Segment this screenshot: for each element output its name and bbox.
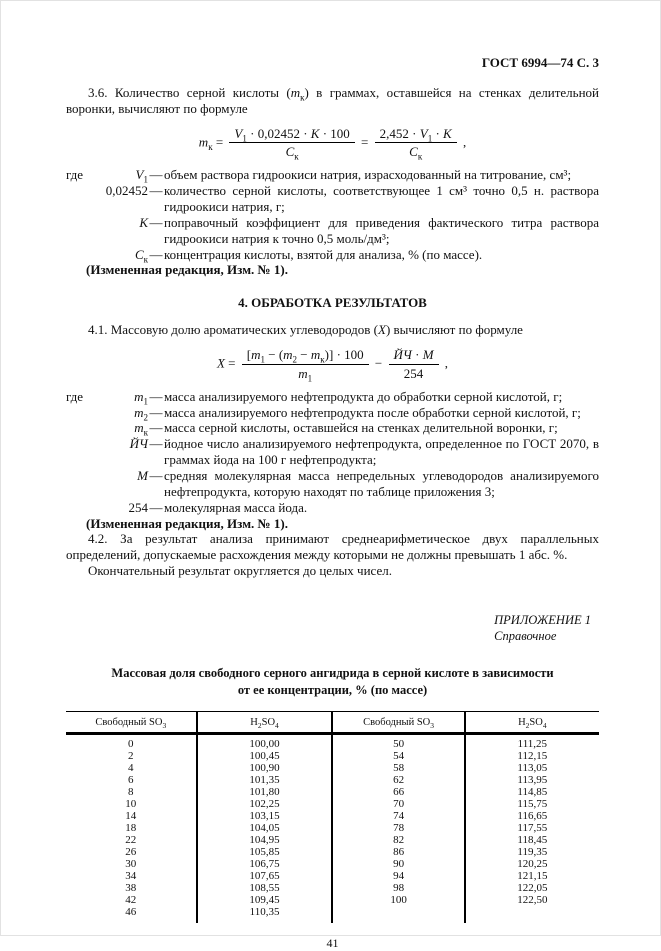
definition-lead	[66, 215, 92, 247]
table-cell: 100	[332, 894, 464, 906]
para-3-6: 3.6. Количество серной кислоты $(m_к)$ в граммах, оставшейся на стенках делительной воронки, вычисляют по формуле	[66, 84, 599, 116]
definition-term: $m_к$	[134, 420, 148, 439]
table-row	[66, 894, 599, 906]
table-cell: 105,85	[197, 846, 333, 858]
table-cell: 122,05	[517, 882, 548, 895]
table-title-line1: Массовая доля свободного серного ангидрида в серной кислоте в зависимости	[111, 666, 554, 681]
definition-row	[66, 247, 599, 263]
definition-term: $C_к$	[134, 246, 148, 265]
definition-dash: —	[149, 404, 163, 420]
table-cell: 86	[332, 846, 464, 858]
table-body	[66, 734, 599, 923]
table-cell: 2	[66, 750, 197, 762]
table-head	[66, 711, 599, 733]
table-cell: 14	[66, 810, 197, 822]
table-header-cell: Свободный $SO_3$	[66, 711, 197, 733]
definition-lead	[66, 468, 92, 500]
table-row	[66, 798, 599, 810]
definition-desc: молекулярная масса йода.	[164, 499, 308, 515]
table-cell: 100,90	[197, 762, 333, 774]
table-cell: 38	[66, 882, 197, 894]
definition-desc: масса анализируемого нефтепродукта до обработки серной кислотой, г;	[164, 388, 563, 404]
fraction: $\frac{[m_1 - (m_2 - m_к)] \cdot 100}{m_1}$	[242, 347, 369, 382]
table-cell: 6	[66, 774, 197, 786]
table-row	[66, 870, 599, 882]
definition-desc: масса анализируемого нефтепродукта после обработки серной кислотой, г;	[164, 404, 581, 420]
fraction: $\frac{2,452 \cdot V_1 \cdot K}{C_к}$	[375, 126, 457, 161]
table-cell: 106,75	[197, 858, 333, 870]
para-4-2: 4.2. За результат анализа принимают среднеарифметическое двух параллельных определений, допускаемые расхождения между которыми не должны превышать 1 абс. %.	[66, 531, 599, 563]
table-row	[66, 834, 599, 846]
table-header-cell: $H_2SO_4$	[197, 711, 333, 733]
definition-lead: где	[66, 388, 84, 404]
table-cell: 70	[332, 798, 464, 810]
definition-row	[66, 167, 599, 183]
definition-term: ЙЧ	[129, 436, 148, 452]
appendix-label: ПРИЛОЖЕНИЕ 1	[494, 613, 591, 628]
definition-row	[66, 420, 599, 439]
table-cell: 62	[332, 774, 464, 786]
table-cell: 115,75	[517, 798, 548, 811]
table-row	[66, 882, 599, 894]
table-cell: 103,15	[197, 810, 333, 822]
table-cell: 42	[66, 894, 197, 906]
definition-dash: —	[149, 388, 163, 404]
definition-term: $m_2$	[134, 404, 148, 423]
table-cell: 50	[332, 734, 464, 750]
section-4-heading: 4. ОБРАБОТКА РЕЗУЛЬТАТОВ	[238, 295, 427, 311]
definition-desc: масса серной кислоты, оставшейся на стенках делительной воронки, г;	[164, 420, 558, 436]
table-cell: 102,25	[197, 798, 333, 810]
table-cell: 113,05	[517, 762, 548, 775]
definition-row	[66, 468, 599, 500]
table-header-cell: $H_2SO_4$	[465, 711, 599, 733]
table-cell: 104,05	[197, 822, 333, 834]
table-cell: 74	[332, 810, 464, 822]
definition-row	[66, 500, 599, 516]
table-title	[66, 665, 599, 698]
definition-row	[66, 389, 599, 405]
definition-row	[66, 215, 599, 247]
table-cell: 78	[332, 822, 464, 834]
para-4-2-final: Окончательный результат округляется до целых чисел.	[88, 563, 392, 579]
table-cell: 90	[332, 858, 464, 870]
definition-term: 0,02452	[105, 183, 148, 199]
table-cell: 111,25	[517, 738, 548, 751]
table-cell: 101,35	[197, 774, 333, 786]
fraction: $\frac{ЙЧ \cdot M}{254}$	[389, 347, 439, 382]
definition-dash: —	[149, 468, 163, 484]
table-cell: 34	[66, 870, 197, 882]
appendix-subtitle: Справочное	[494, 628, 557, 643]
definition-dash: —	[149, 436, 163, 452]
table-row	[66, 810, 599, 822]
table-cell: 118,45	[517, 834, 548, 847]
table-cell: 22	[66, 834, 197, 846]
definition-lead	[66, 420, 92, 436]
definition-dash: —	[149, 420, 163, 436]
table-row	[66, 846, 599, 858]
appendix-block	[66, 613, 591, 644]
table-cell: 113,95	[517, 774, 548, 787]
table-row	[66, 750, 599, 762]
table-row	[66, 822, 599, 834]
table-title-line2: от ее концентрации, % (по массе)	[237, 682, 428, 697]
definition-desc: средняя молекулярная масса непредельных углеводородов анализируемого нефтепродукта, которую находят по таблице приложения 3;	[164, 468, 599, 499]
table-cell: 101,80	[197, 786, 333, 798]
table-cell: 110,35	[197, 906, 333, 923]
table-cell: 46	[66, 906, 197, 923]
formula-x: X = $\frac{[m_1 - (m_2 - m_к)] \cdot 100}{m_1}$ − $\frac{ЙЧ \cdot M}{254}$ ,	[216, 347, 449, 384]
def-list-formula1	[66, 167, 599, 278]
table-cell: 116,65	[517, 810, 548, 823]
table-cell: 10	[66, 798, 197, 810]
table-cell: 119,35	[517, 846, 548, 859]
definition-lead	[66, 500, 92, 516]
definition-dash: —	[149, 214, 163, 230]
definition-term: 254	[128, 499, 148, 515]
table-cell: 66	[332, 786, 464, 798]
definition-row	[66, 183, 599, 215]
definition-term: $V_1$	[135, 167, 148, 185]
definition-dash: —	[149, 183, 163, 199]
table-row	[66, 774, 599, 786]
table-header-row	[66, 711, 599, 733]
so3-concentration-table	[66, 711, 599, 923]
table-cell: 58	[332, 762, 464, 774]
amendment-note: (Измененная редакция, Изм. № 1).	[86, 262, 288, 278]
definition-dash: —	[149, 167, 163, 183]
table-cell: 100,00	[197, 734, 333, 750]
definition-term: $m_1$	[134, 388, 148, 407]
table-row	[66, 906, 599, 923]
definition-desc: поправочный коэффициент для приведения фактического титра раствора гидроокиси натрия к точно 0,5 моль/дм³;	[164, 214, 599, 246]
table-cell: 122,50	[517, 894, 548, 907]
definition-lead	[66, 183, 92, 215]
table-cell: 104,95	[197, 834, 333, 846]
definition-term: M	[137, 468, 148, 484]
table-cell: 109,45	[197, 894, 333, 906]
definition-desc: йодное число анализируемого нефтепродукта, определенное по ГОСТ 2070, в граммах йода на 100 г нефтепродукта;	[164, 436, 599, 468]
table-row	[66, 858, 599, 870]
table-cell	[465, 906, 599, 923]
table-cell: 114,85	[517, 786, 548, 799]
table-cell: 120,25	[517, 858, 548, 871]
definition-desc: объем раствора гидроокиси натрия, израсходованный на титрование, см³;	[164, 167, 572, 183]
definition-row	[66, 436, 599, 468]
definition-lead	[66, 405, 92, 421]
definition-dash: —	[149, 246, 163, 262]
amendment-note: (Измененная редакция, Изм. № 1).	[86, 515, 288, 531]
table-row	[66, 734, 599, 750]
page-number: 41	[326, 936, 339, 951]
formula-mk: $m_к$ = $\frac{V_1 \cdot 0,02452 \cdot K \cdot 100}{C_к}$ = $\frac{2,452 \cdot V_1 \cdot K}{C_к}$ ,	[198, 125, 467, 163]
table-cell: 112,15	[517, 750, 548, 763]
table-row	[66, 786, 599, 798]
table-cell: 4	[66, 762, 197, 774]
fraction: $\frac{V_1 \cdot 0,02452 \cdot K \cdot 100}{C_к}$	[229, 126, 354, 161]
definition-desc: количество серной кислоты, соответствующее 1 см³ точно 0,5 н. раствора гидроокиси натрия, г;	[164, 183, 599, 215]
table-cell: 30	[66, 858, 197, 870]
table-cell: 100,45	[197, 750, 333, 762]
table-cell: 18	[66, 822, 197, 834]
table-cell: 117,55	[517, 822, 548, 835]
definition-row	[66, 405, 599, 421]
table-cell: 108,55	[197, 882, 333, 894]
def-list-formula2	[66, 389, 599, 532]
page-header: ГОСТ 6994—74 С. 3	[481, 55, 599, 70]
para-4-1: 4.1. Массовую долю ароматических углеводородов (X) вычисляют по формуле	[88, 322, 523, 338]
table-cell	[332, 906, 464, 923]
table-cell: 94	[332, 870, 464, 882]
table-cell: 121,15	[517, 870, 548, 883]
table-cell: 82	[332, 834, 464, 846]
table-cell: 8	[66, 786, 197, 798]
table-cell: 98	[332, 882, 464, 894]
definition-lead	[66, 436, 92, 468]
table-row	[66, 762, 599, 774]
definition-term: K	[139, 214, 148, 230]
table-cell: 26	[66, 846, 197, 858]
table-cell: 54	[332, 750, 464, 762]
table-cell: 107,65	[197, 870, 333, 882]
definition-lead	[66, 247, 92, 263]
table-cell: 0	[66, 734, 197, 750]
definition-lead: где	[66, 167, 84, 183]
definition-desc: концентрация кислоты, взятой для анализа, % (по массе).	[164, 246, 483, 262]
table-header-cell: Свободный $SO_3$	[332, 711, 464, 733]
definition-dash: —	[149, 499, 163, 515]
